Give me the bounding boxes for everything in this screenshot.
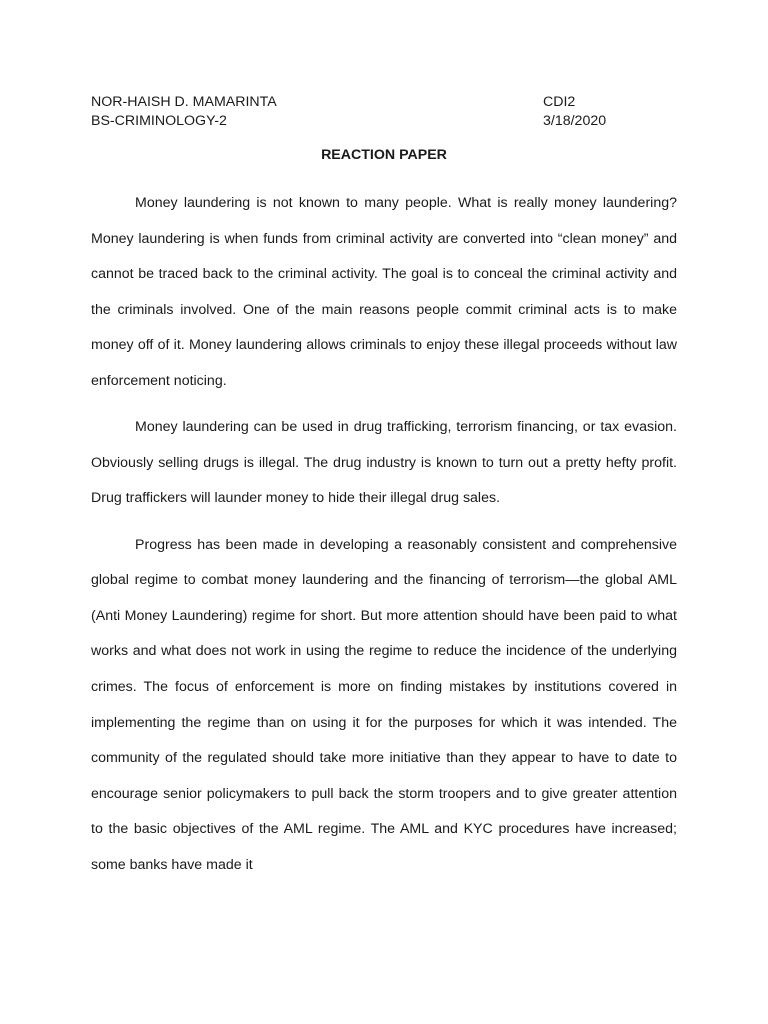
paragraph-1: Money laundering is not known to many people. What is really money laundering? Money laundering is when funds from criminal activity are converted into “clean money” and cannot be traced back to the criminal activity. The goal is to conceal the criminal activity and the criminals involved. One of the main reasons people commit criminal acts is to make money off of it. Money laundering allows criminals to enjoy these illegal proceeds without law enforcement noticing. bbox=[91, 195, 677, 389]
header-row-2 bbox=[91, 113, 611, 129]
author-name: NOR-HAISH D. MAMARINTA bbox=[91, 94, 277, 110]
document-title: REACTION PAPER bbox=[321, 147, 447, 163]
paragraph-2: Money laundering can be used in drug trafficking, terrorism financing, or tax evasion. Obviously selling drugs is illegal. The drug industry is known to turn out a pretty hefty profit. Drug traffickers will launder money to hide their illegal drug sales. bbox=[91, 419, 677, 507]
paragraph-3: Progress has been made in developing a reasonably consistent and comprehensive global regime to combat money laundering and the financing of terrorism—the global AML (Anti Money Laundering) regime for short. But more attention should have been paid to what works and what does not work in using the regime to reduce the incidence of the underlying crimes. The focus of enforcement is more on finding mistakes by institutions covered in implementing the regime than on using it for the purposes for which it was intended. The community of the regulated should take more initiative than they appear to have to date to encourage senior policymakers to pull back the storm troopers and to give greater attention to the basic objectives of the AML regime. The AML and KYC procedures have increased; some banks have made it bbox=[91, 536, 677, 873]
header-row-1 bbox=[91, 94, 611, 110]
document-body bbox=[91, 186, 677, 894]
document-date: 3/18/2020 bbox=[543, 113, 607, 129]
course-code: CDI2 bbox=[543, 94, 576, 110]
author-program: BS-CRIMINOLOGY-2 bbox=[91, 113, 227, 129]
